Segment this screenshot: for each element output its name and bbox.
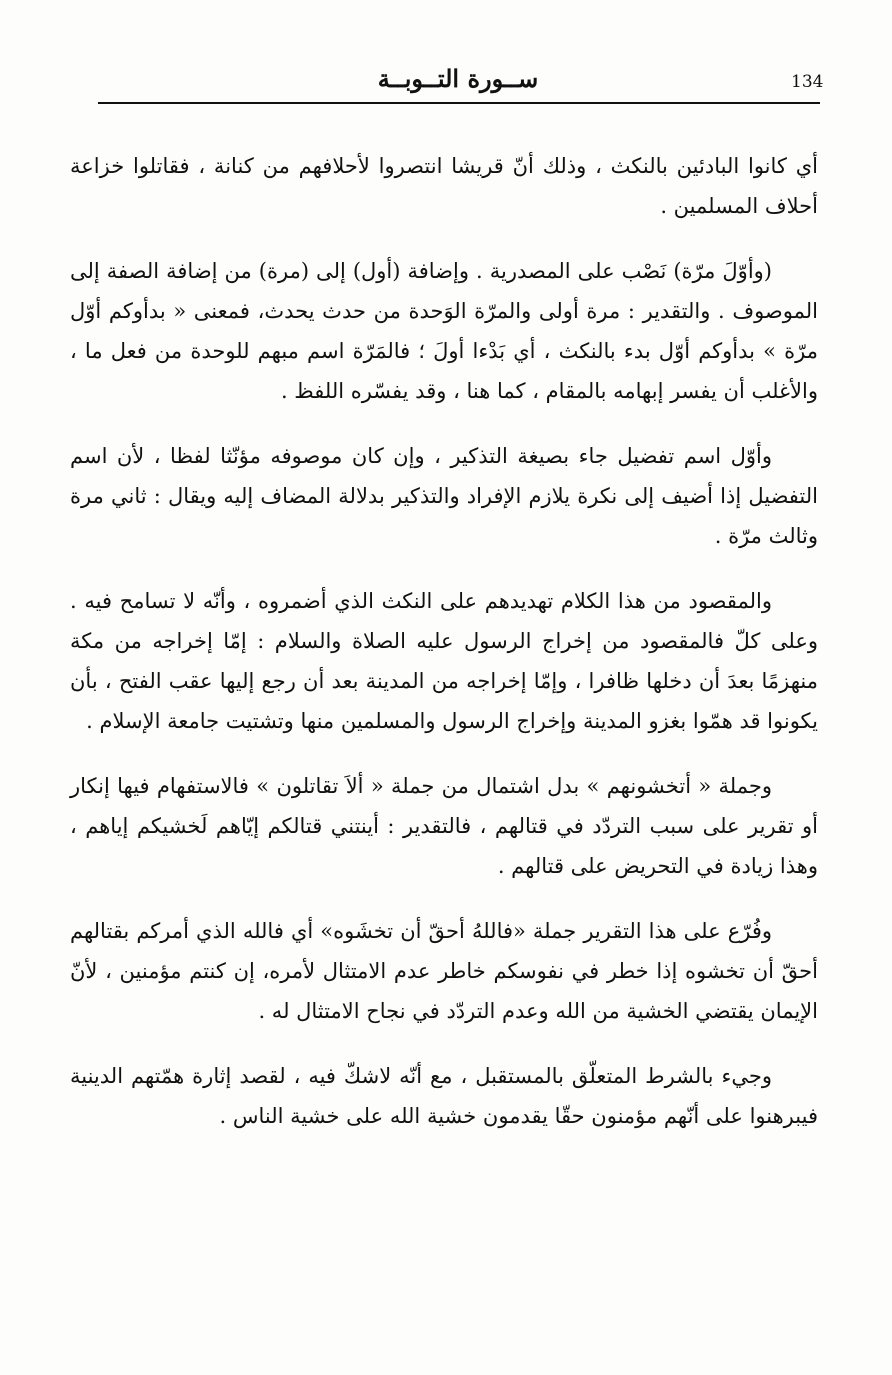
paragraph-7: وجيء بالشرط المتعلّق بالمستقبل ، مع أنّه لاشكّ فيه ، لقصد إثارة همّتهم الدينية فيبرهنوا على أنّهم مؤمنون حقّا يقدمون خشية الله على خشية الناس . xyxy=(70,1064,818,1128)
paragraph-6: وفُرّع على هذا التقرير جملة «فاللهُ أحقّ أن تخشَوه» أي فالله الذي أمركم بقتالهم أحقّ أن تخشوه إذا خطر في نفوسكم خاطر عدم الامتثال لأمره، إن كنتم مؤمنين ، لأنّ الإيمان يقتضي الخشية من الله وعدم التردّد في نجاح الامتثال له . xyxy=(70,919,818,1023)
page-header xyxy=(98,58,824,114)
paragraph-2: (وأوّلَ مرّة) نَصْب على المصدرية . وإضافة (أول) إلى (مرة) من إضافة الصفة إلى الموصوف . والتقدير : مرة أولى والمرّة الوَحدة من حدث يحدث، فمعنى « بدأوكم أوّل مرّة » بدأوكم أوّل بدء بالنكث ، أي بَدْءا أولَ ؛ فالمَرّة اسم مبهم للوحدة من فعل ما ، والأغلب أن يفسر إبهامه بالمقام ، كما هنا ، وقد يفسّره اللفظ . xyxy=(70,259,818,403)
paragraph-3: وأوّل اسم تفضيل جاء بصيغة التذكير ، وإن كان موصوفه مؤنّثا لفظا ، لأن اسم التفضيل إذا أضيف إلى نكرة يلازم الإفراد والتذكير بدلالة المضاف إليه ويقال : ثاني مرة وثالث مرّة . xyxy=(70,444,818,548)
body-text xyxy=(70,146,818,1161)
page-number: 134 xyxy=(791,72,824,92)
paragraph-1: أي كانوا البادئين بالنكث ، وذلك أنّ قريشا انتصروا لأحلافهم من كنانة ، فقاتلوا خزاعة أحلاف المسلمين . xyxy=(70,154,818,218)
paragraph-5: وجملة « أتخشونهم » بدل اشتمال من جملة « ألاَ تقاتلون » فالاستفهام فيها إنكار أو تقرير على سبب التردّد في قتالهم ، فالتقدير : أينتني قتالكم إيّاهم لَخشيكم إياهم ، وهذا زيادة في التحريض على قتالهم . xyxy=(70,774,818,878)
paragraph-4: والمقصود من هذا الكلام تهديدهم على النكث الذي أضمروه ، وأنّه لا تسامح فيه . وعلى كلّ فالمقصود من إخراج الرسول عليه الصلاة والسلام : إمّا إخراجه من مكة منهزمًا بعدَ أن دخلها ظافرا ، وإمّا إخراجه من المدينة بعد أن رجع إليها عقب الفتح ، بأن يكونوا قد همّوا بغزو المدينة وإخراج الرسول والمسلمين منها وتشتيت جامعة الإسلام . xyxy=(70,589,818,733)
running-title: ســورة التــوبــة xyxy=(377,64,539,93)
header-rule xyxy=(98,102,820,104)
